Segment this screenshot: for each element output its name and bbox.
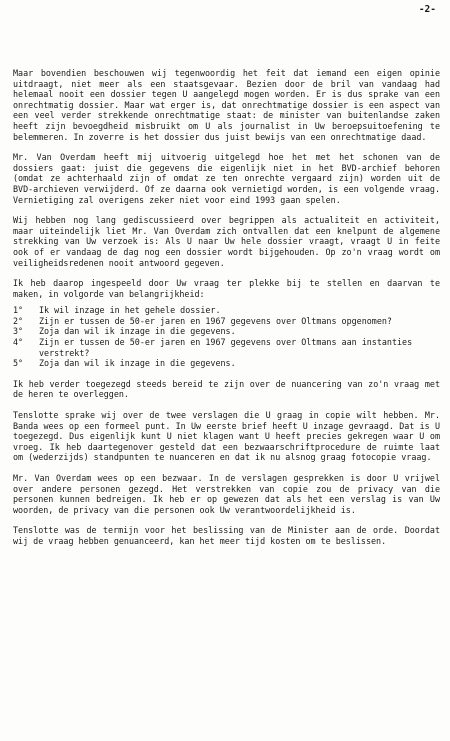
list-item [13,358,440,369]
page-number: -2- [418,4,436,15]
list-number: 2° [13,315,24,326]
paragraph: Tenslotte sprake wij over de twee verslagen die U graag in copie wilt hebben. Mr. Banda wees op een formeel punt. In Uw eerste brief heeft U inzage gevraagd. Dat is U toegezegd. Dus eigenlijk kunt U niet klagen want U heeft precies gekregen waar U om vroeg. Ik heb daartegenover gesteld dat een bezwaarschriftprocedure de ruimte laat om (wederzijds) standpunten te nuanceren en dat ik nu alsnog graag fotocopie vraag. [13,410,440,463]
list-text: Zijn er tussen de 50-er jaren en 1967 gegevens over Oltmans opgenomen? [39,315,392,326]
list-text: Zoja dan wil ik inzage in die gegevens. [39,326,236,337]
paragraph: Ik heb daarop ingespeeld door Uw vraag ter plekke bij te stellen en daarvan te maken, in volgorde van belangrijkheid: [13,278,440,299]
paragraph: Wij hebben nog lang gediscussieerd over begrippen als actualiteit en activiteit, maar uiteindelijk liet Mr. Van Overdam zich ontvallen dat een knelpunt de algemene strekking van Uw verzoek is: Als U naar Uw hele dossier vraagt, vraagt U in feite ook of er vandaag de dag nog een dossier wordt bijgehouden. Op zo'n vraag wordt om veiligheidsredenen nooit antwoord gegeven. [13,215,440,268]
list-number: 5° [13,358,24,369]
paragraph: Tenslotte was de termijn voor het beslissing van de Minister aan de orde. Doordat wij de vraag hebben genuanceerd, kan het meer tijd kosten om te beslissen. [13,525,440,546]
list-number: 1° [13,305,24,316]
paragraph: Ik heb verder toegezegd steeds bereid te zijn over de nuancering van zo'n vraag met de heren te overleggen. [13,378,440,400]
list-text: Zoja dan wil ik inzage in die gegevens. [39,358,236,369]
list-item [13,305,440,316]
list-text: Ik wil inzage in het gehele dossier. [39,305,221,316]
list-item [13,316,440,327]
request-list [13,305,440,369]
letter-body [13,68,440,547]
paragraph: Maar bovendien beschouwen wij tegenwoordig het feit dat iemand een eigen opinie uitdraagt, niet meer als een staatsgevaar. Bezien door de bril van vandaag had helemaal nooit een dossier tegen U aangelegd mogen worden. Er is dus sprake van een onrechtmatig dossier. Maar wat erger is, dat onrechtmatige dossier is een aspect van een veel verder strekkende onrechtmatige staat: de minister van buitenlandse zaken heeft zijn bevoegdheid misbruikt om U als journalist in Uw beroepsuitoefening te belemmeren. In zoverre is het dossier dus juist bewijs van een onrechtmatige daad. [13,68,440,142]
paragraph: Mr. Van Overdam heeft mij uitvoerig uitgelegd hoe het met het schonen van de dossiers gaat: juist die gegevens die eigenlijk niet in het BVD-archief behoren (omdat ze achterhaald zijn of omdat ze ten onrechte vergaard zijn) worden uit de BVD-archieven verwijderd. Of ze daarna ook vernietigd worden, is een volgende vraag. Vernietiging zal overigens zeker niet voor eind 1993 gaan spelen. [13,152,440,205]
list-item [13,337,440,358]
list-number: 4° [13,337,24,348]
paragraph: Mr. Van Overdam wees op een bezwaar. In de verslagen gesprekken is door U vrijwel over andere personen gezegd. Het verstrekken van copie zou de privacy van die personen kunnen bedreigen. Ik heb er op gewezen dat als het een verslag is van Uw woorden, de privacy van die personen ook Uw verantwoordelijkheid is. [13,473,440,515]
list-item [13,326,440,337]
list-text: Zijn er tussen de 50-er jaren en 1967 gegevens over Oltmans aan instanties verstrekt? [39,337,413,358]
list-number: 3° [13,326,24,337]
